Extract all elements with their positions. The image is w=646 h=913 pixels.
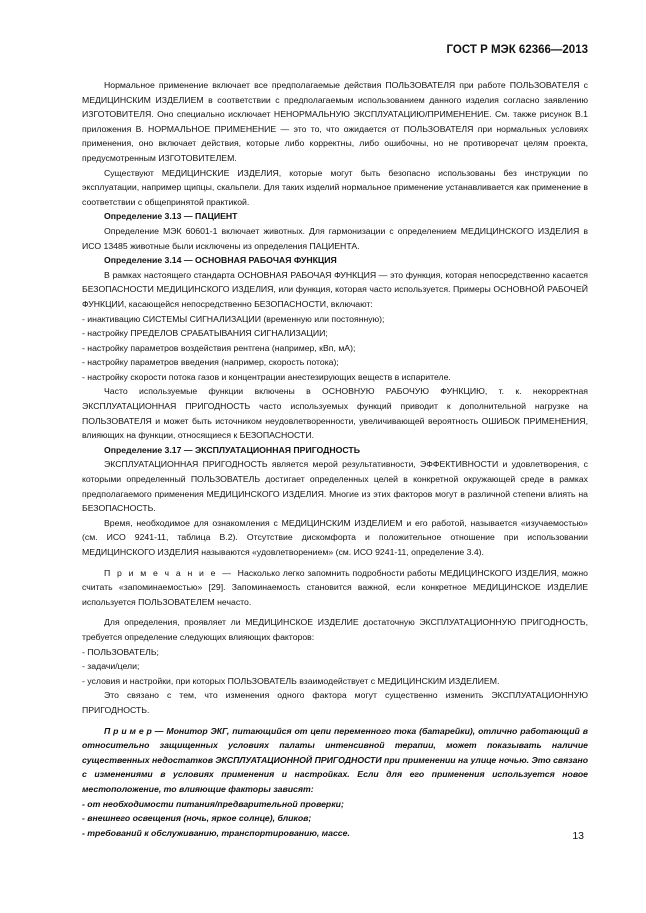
paragraph: Часто используемые функции включены в ОСНОВНУЮ РАБОЧУЮ ФУНКЦИЮ, т. к. некорректная ЭКСПЛУАТАЦИОННАЯ ПРИГОДНОСТЬ часто используемых функций приводит к дополнительной нагрузке на ПОЛЬЗОВАТЕЛЯ и может быть источником неудовлетворенности, увеличивающей вероятность ОШИБОК ПРИМЕНЕНИЯ, влияющих на функции, относящиеся к БЕЗОПАСНОСТИ.	[82, 386, 588, 441]
list-item: - задачи/цели;	[82, 661, 140, 672]
paragraph: Для определения, проявляет ли МЕДИЦИНСКОЕ ИЗДЕЛИЕ достаточную ЭКСПЛУАТАЦИОННУЮ ПРИГОДНОСТЬ, требуется определение следующих влияющих факторов:	[82, 617, 588, 642]
note-label: П р и м е ч а н и е —	[104, 567, 238, 578]
list-item: - требований к обслуживанию, транспортированию, массе.	[82, 827, 350, 838]
definition-heading: Определение 3.14 — ОСНОВНАЯ РАБОЧАЯ ФУНКЦИЯ	[104, 255, 337, 266]
list-item: - ПОЛЬЗОВАТЕЛЬ;	[82, 646, 159, 657]
list-item: - внешнего освещения (ночь, яркое солнце), бликов;	[82, 813, 312, 824]
list-item: - от необходимости питания/предварительной проверки;	[82, 798, 344, 809]
page-header: ГОСТ Р МЭК 62366—2013	[446, 44, 588, 56]
page-number: 13	[572, 830, 584, 842]
paragraph: Определение МЭК 60601-1 включает животных. Для гармонизации с определением МЕДИЦИНСКОГО ИЗДЕЛИЯ в ИСО 13485 животные были исключены из определения ПАЦИЕНТА.	[82, 225, 588, 251]
example-label: П р и м е р —	[104, 725, 167, 736]
definition-heading: Определение 3.13 — ПАЦИЕНТ	[104, 211, 238, 222]
list-item: - настройку параметров введения (например, скорость потока);	[82, 357, 339, 368]
paragraph: Время, необходимое для ознакомления с МЕДИЦИНСКИМ ИЗДЕЛИЕМ и его работой, называется «изучаемостью» (см. ИСО 9241-11, таблица В.2). Отсутствие дискомфорта и положительное отношение при использовании МЕДИЦИНСКОГО ИЗДЕЛИЯ называются «удовлетворением» (см. ИСО 9241-11, определение 3.4).	[82, 517, 588, 557]
body-text	[82, 78, 588, 840]
example-text: Монитор ЭКГ, питающийся от цепи переменного тока (батарейки), отлично работающий в относительно защищенных условиях палаты интенсивной терапии, может показывать наличие существенных недостатков ЭКСПЛУАТАЦИОННОЙ ПРИГОДНОСТИ при применении на улице ночью. Это связано с изменениями в условиях применения и настройках. Если для его применения используется новое местоположение, то влияющие факторы зависят:	[82, 725, 588, 794]
paragraph: Нормальное применение включает все предполагаемые действия ПОЛЬЗОВАТЕЛЯ при работе ПОЛЬЗОВАТЕЛЯ с МЕДИЦИНСКИМ ИЗДЕЛИЕМ в соответствии с предполагаемым использованием данного изделия согласно заявлению ИЗГОТОВИТЕЛЯ. Оно специально исключает НЕНОРМАЛЬНУЮ ЭКСПЛУАТАЦИЮ/ПРИМЕНЕНИЕ. См. также рисунок В.1 приложения В. НОРМАЛЬНОЕ ПРИМЕНЕНИЕ — это то, что ожидается от ПОЛЬЗОВАТЕЛЯ при нормальных условиях применения, оно включает действия, которые либо корректны, либо ошибочны, но не противоречат целям проекта, предусмотренным ИЗГОТОВИТЕЛЕМ.	[82, 80, 588, 163]
definition-heading: Определение 3.17 — ЭКСПЛУАТАЦИОННАЯ ПРИГОДНОСТЬ	[104, 444, 360, 455]
paragraph: Это связано с тем, что изменения одного фактора могут существенно изменить ЭКСПЛУАТАЦИОННУЮ ПРИГОДНОСТЬ.	[82, 690, 588, 715]
paragraph: Существуют МЕДИЦИНСКИЕ ИЗДЕЛИЯ, которые могут быть безопасно использованы без инструкции по эксплуатации, например щипцы, скальпели. Для таких изделий нормальное применение устанавливается как применение в соответствии с общепринятой практикой.	[82, 167, 588, 207]
paragraph: ЭКСПЛУАТАЦИОННАЯ ПРИГОДНОСТЬ является мерой результативности, ЭФФЕКТИВНОСТИ и удовлетворения, с которыми определенный ПОЛЬЗОВАТЕЛЬ достигает определенных целей в конкретной окружающей среде в рамках предполагаемого применения МЕДИЦИНСКОГО ИЗДЕЛИЯ. Многие из этих факторов могут в различной степени влиять на БЕЗОПАСНОСТЬ.	[82, 459, 588, 514]
example	[82, 724, 588, 797]
note	[82, 566, 588, 610]
list-item: - инактивацию СИСТЕМЫ СИГНАЛИЗАЦИИ (временную или постоянную);	[82, 313, 385, 324]
list-item: - условия и настройки, при которых ПОЛЬЗОВАТЕЛЬ взаимодействует с МЕДИЦИНСКИМ ИЗДЕЛИЕМ.	[82, 675, 500, 686]
list-item: - настройку параметров воздействия рентгена (например, кВп, мА);	[82, 342, 356, 353]
list-item: - настройку ПРЕДЕЛОВ СРАБАТЫВАНИЯ СИГНАЛИЗАЦИИ;	[82, 328, 328, 339]
paragraph: В рамках настоящего стандарта ОСНОВНАЯ РАБОЧАЯ ФУНКЦИЯ — это функция, которая непосредственно касается БЕЗОПАСНОСТИ МЕДИЦИНСКОГО ИЗДЕЛИЯ, или функция, которая часто используется. Примеры ОСНОВНОЙ РАБОЧЕЙ ФУНКЦИИ, касающейся непосредственно БЕЗОПАСНОСТИ, включают:	[82, 269, 588, 309]
note-text: Насколько легко запомнить подробности работы МЕДИЦИНСКОГО ИЗДЕЛИЯ, можно считать «запоминаемостью» [29]. Запоминаемость становится важной, если конкретное МЕДИЦИНСКОЕ ИЗДЕЛИЕ используется ПОЛЬЗОВАТЕЛЕМ нечасто.	[82, 567, 588, 607]
list-item: - настройку скорости потока газов и концентрации анестезирующих веществ в испарителе.	[82, 371, 451, 382]
